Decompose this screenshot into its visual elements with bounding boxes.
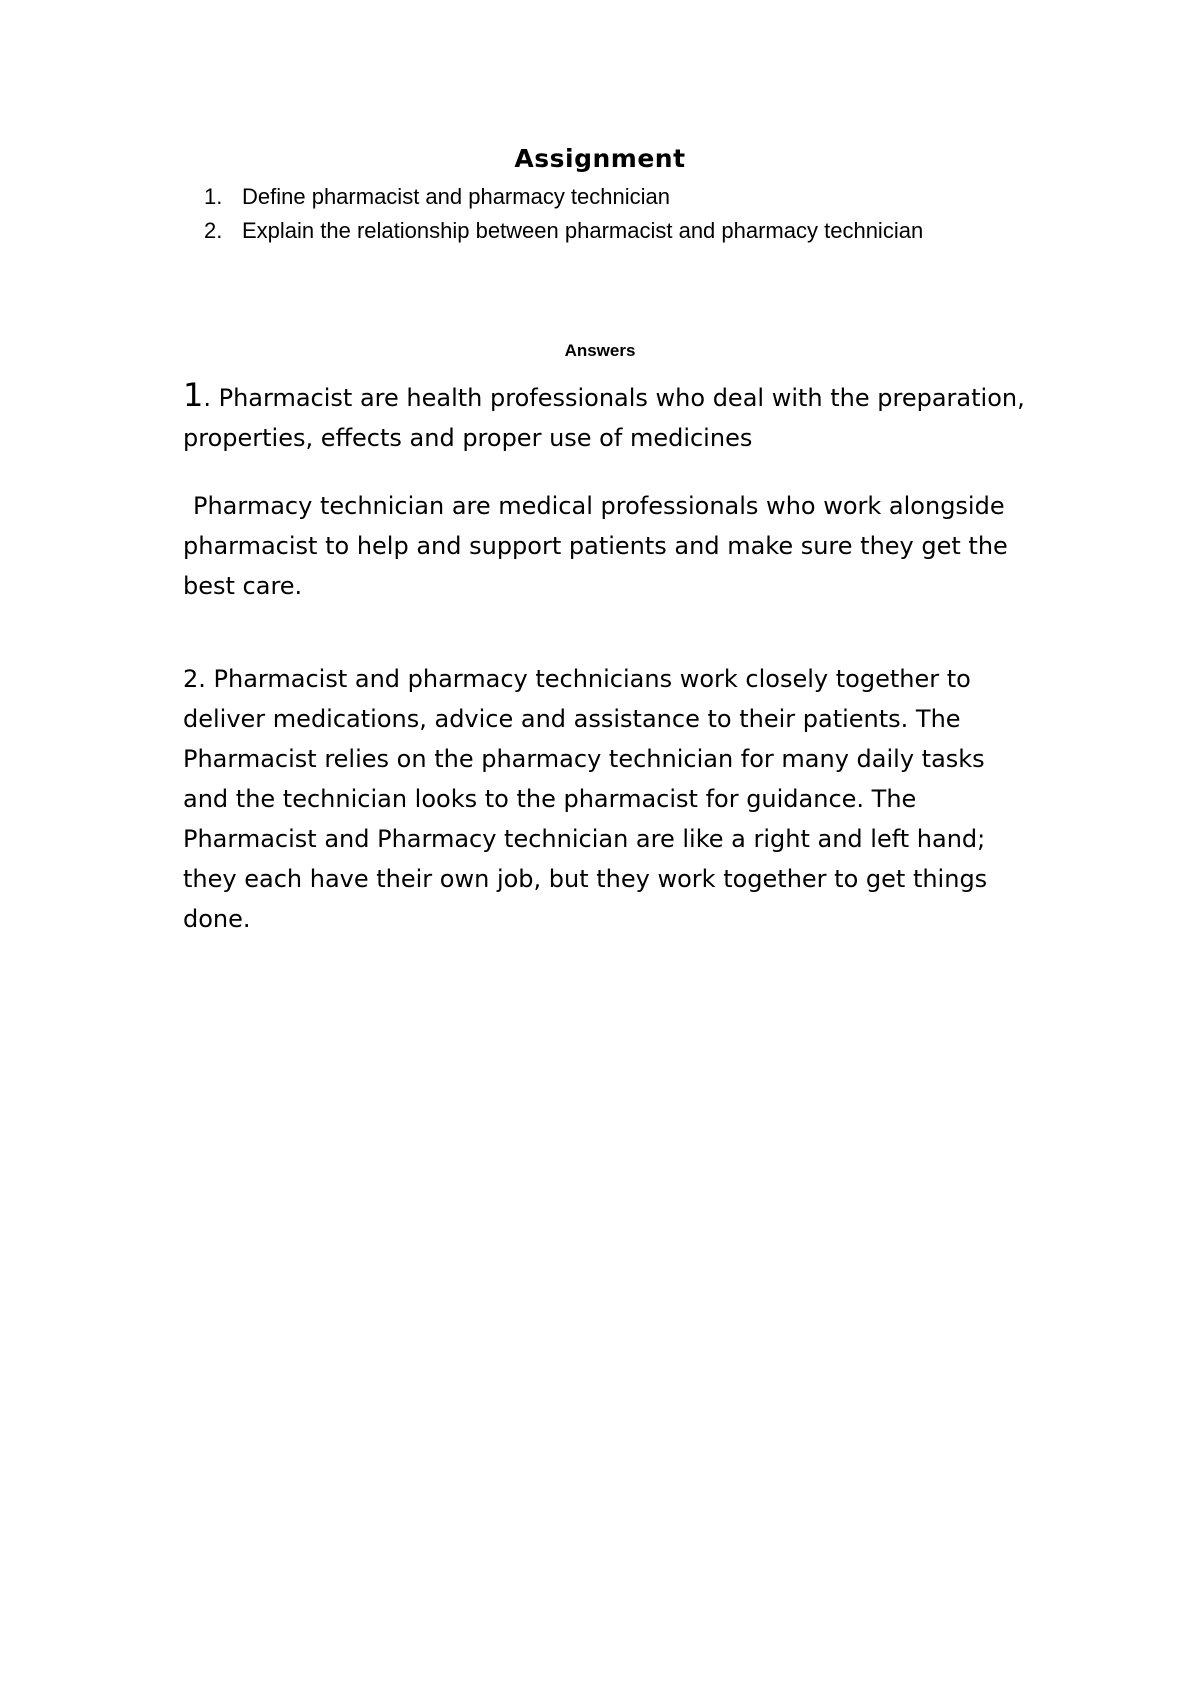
question-number: 1. bbox=[204, 184, 223, 209]
answer-1-number: 1 bbox=[183, 376, 204, 414]
question-number: 2. bbox=[204, 218, 223, 243]
question-item bbox=[204, 214, 944, 248]
answer-1b-paragraph: Pharmacy technician are medical professionals who work alongside pharmacist to help and support patients and make sure they get the best care. bbox=[183, 492, 1008, 600]
answers-heading: Answers bbox=[564, 341, 636, 360]
question-text: Explain the relationship between pharmacist and pharmacy technician bbox=[242, 218, 924, 243]
document-title: Assignment bbox=[514, 144, 686, 173]
answer-1-paragraph bbox=[183, 375, 1033, 458]
question-text: Define pharmacist and pharmacy technician bbox=[242, 184, 671, 209]
question-item bbox=[204, 180, 944, 214]
answer-1-text: . Pharmacist are health professionals who deal with the preparation, properties, effects and proper use of medicines bbox=[183, 384, 1025, 452]
answer-2-paragraph: 2. Pharmacist and pharmacy technicians work closely together to deliver medications, advice and assistance to their patients. The Pharmacist relies on the pharmacy technician for many daily tasks and the technician looks to the pharmacist for guidance. The Pharmacist and Pharmacy technician are like a right and left hand; they each have their own job, but they work together to get things done. bbox=[183, 665, 988, 933]
